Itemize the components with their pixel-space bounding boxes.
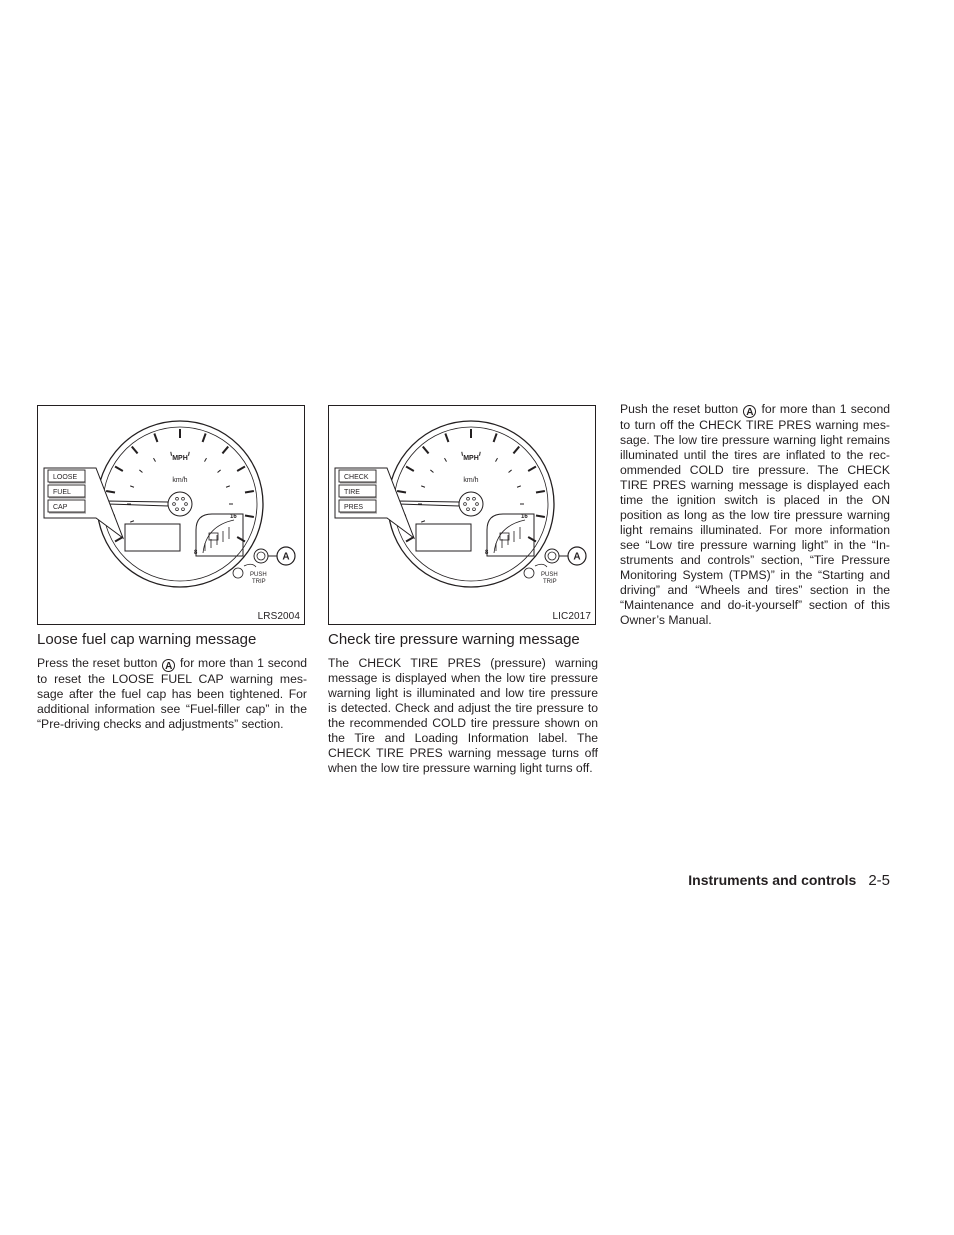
gauge-inner-ring	[103, 427, 257, 581]
gauge-major-tick	[513, 447, 519, 454]
display-message-text: TIRE	[344, 489, 360, 496]
gauge-major-tick	[445, 434, 448, 442]
gauge-minor-tick	[496, 458, 498, 461]
gauge-kmh-label: km/h	[463, 477, 479, 484]
gauge-minor-tick	[139, 470, 142, 473]
paragraph-text: for more than 1 second to reset the LOOSE FUEL CAP warning mes-sage after the fuel cap has been tightened. For additional information see “Fuel-filler cap” in the “Pre-driving checks and adjustments” section.	[37, 656, 307, 731]
push-label: PUSH	[250, 572, 267, 578]
gauge-minor-tick	[226, 486, 230, 487]
trip-button	[254, 549, 268, 563]
figure-loose-fuel-cap	[37, 405, 305, 625]
gauge-kmh-label: km/h	[172, 477, 188, 484]
trip-label: TRIP	[543, 579, 557, 585]
gauge-major-tick	[245, 491, 254, 493]
gauge-minor-tick	[430, 470, 433, 473]
gauge-major-tick	[237, 467, 245, 472]
fuel-full-label: 16	[521, 514, 528, 520]
gauge-minor-tick	[421, 486, 425, 487]
hub-bolt	[467, 508, 470, 511]
gauge-needle	[108, 501, 168, 506]
footer-section-title: Instruments and controls	[688, 872, 857, 888]
fuel-empty-label: 8	[194, 550, 198, 556]
display-message-text: CHECK	[344, 474, 369, 481]
gauge-minor-tick	[154, 458, 156, 461]
page-number: 2-5	[868, 872, 890, 889]
display-message-text: CAP	[53, 504, 68, 511]
gauge-major-tick	[536, 515, 545, 517]
gauge-inner-ring	[394, 427, 548, 581]
gauge-major-tick	[154, 434, 157, 442]
display-message-text: LOOSE	[53, 474, 78, 481]
trip-button	[545, 549, 559, 563]
gauge-major-tick	[222, 447, 228, 454]
gauge-major-tick	[528, 537, 536, 542]
hub-bolt	[176, 497, 179, 500]
gauge-minor-tick	[130, 521, 134, 522]
gauge-major-tick	[536, 491, 545, 493]
gauge-minor-tick	[218, 470, 221, 473]
reset-button-a-icon: A	[162, 659, 175, 672]
gauge-minor-tick	[509, 470, 512, 473]
figure-code: LIC2017	[552, 611, 591, 622]
gauge-minor-tick	[421, 521, 425, 522]
gauge-minor-tick	[205, 458, 207, 461]
rotate-arrow-icon	[244, 564, 256, 567]
fuel-gauge-panel	[196, 514, 243, 556]
paragraph-text: Press the reset button	[37, 656, 158, 670]
body-paragraph: The CHECK TIRE PRES (pressure) warning message is displayed when the low tire pressure warning light is illuminated and low tire pressure is detected. Check and adjust the tire pressure to the recommended COLD tire pressure shown on the Tire and Loading Information label. The CHECK TIRE PRES warning message turns off when the low tire pressure warning light turns off.	[328, 656, 598, 775]
hub-bolt	[182, 508, 185, 511]
rotate-arrow-icon	[535, 564, 547, 567]
gauge-mph-label: MPH	[172, 455, 188, 462]
paragraph-text: Push the reset button	[620, 402, 739, 416]
gauge-minor-tick	[130, 486, 134, 487]
gauge-major-tick	[406, 467, 414, 472]
fuel-empty-label: 8	[485, 550, 489, 556]
reset-button-a-icon: A	[743, 405, 756, 418]
gauge-major-tick	[115, 467, 123, 472]
gauge-major-tick	[203, 434, 206, 442]
gauge-minor-tick	[480, 452, 481, 456]
hub-bolt	[473, 508, 476, 511]
body-paragraph	[37, 656, 307, 732]
gauge-major-tick	[528, 467, 536, 472]
section-heading: Check tire pressure warning message	[328, 631, 580, 648]
gauge-major-tick	[115, 537, 123, 542]
speedometer-illustration	[38, 406, 306, 626]
trip-button-inner	[548, 552, 556, 560]
hub-bolt	[473, 497, 476, 500]
hub-bolt	[173, 503, 176, 506]
gauge-major-tick	[406, 537, 414, 542]
page-footer	[688, 872, 890, 889]
push-label: PUSH	[541, 572, 558, 578]
gauge-minor-tick	[189, 452, 190, 456]
hub-bolt	[464, 503, 467, 506]
odometer-display	[125, 524, 180, 551]
gauge-mph-label: MPH	[463, 455, 479, 462]
hub-bolt	[176, 508, 179, 511]
gauge-major-tick	[237, 537, 245, 542]
display-message-text: PRES	[344, 504, 364, 511]
callout-a-label: A	[573, 551, 581, 563]
needle-hub	[168, 492, 192, 516]
body-paragraph	[620, 402, 890, 628]
figure-check-tire-pres	[328, 405, 596, 625]
odometer-display	[416, 524, 471, 551]
fuel-full-label: 16	[230, 514, 237, 520]
display-message-text: FUEL	[53, 489, 71, 496]
fuel-gauge-panel	[487, 514, 534, 556]
callout-a-label: A	[282, 551, 290, 563]
section-heading: Loose fuel cap warning message	[37, 631, 257, 648]
hub-bolt	[182, 497, 185, 500]
gauge-major-tick	[132, 447, 138, 454]
gauge-major-tick	[494, 434, 497, 442]
gauge-major-tick	[423, 447, 429, 454]
speedometer-illustration	[329, 406, 597, 626]
paragraph-text: for more than 1 second to turn off the CHECK TIRE PRES warning mes-sage. The low tire pressure warning light remains illuminated until the tires are inflated to the rec-ommended COLD tire pressure. The CHECK TIRE PRES warning message is displayed each time the ignition switch is placed in the ON position as long as the low tire pressure warning light remains illuminated. For more information see “Low tire pressure warning light” in the “In-struments and controls” section, “Tire Pressure Monitoring System (TPMS)” in the “Starting and driving” and “Wheels and tires” section in the “Maintenance and do-it-yourself” section of this Owner’s Manual.	[620, 402, 890, 627]
needle-hub	[459, 492, 483, 516]
hub-bolt	[476, 503, 479, 506]
gauge-minor-tick	[445, 458, 447, 461]
trip-button-inner	[257, 552, 265, 560]
reset-rotate-icon	[233, 568, 243, 578]
hub-bolt	[467, 497, 470, 500]
figure-code: LRS2004	[257, 611, 300, 622]
gauge-major-tick	[106, 491, 115, 493]
gauge-needle	[399, 501, 459, 506]
gauge-major-tick	[245, 515, 254, 517]
gauge-major-tick	[397, 491, 406, 493]
trip-label: TRIP	[252, 579, 266, 585]
gauge-minor-tick	[517, 486, 521, 487]
hub-bolt	[185, 503, 188, 506]
reset-rotate-icon	[524, 568, 534, 578]
